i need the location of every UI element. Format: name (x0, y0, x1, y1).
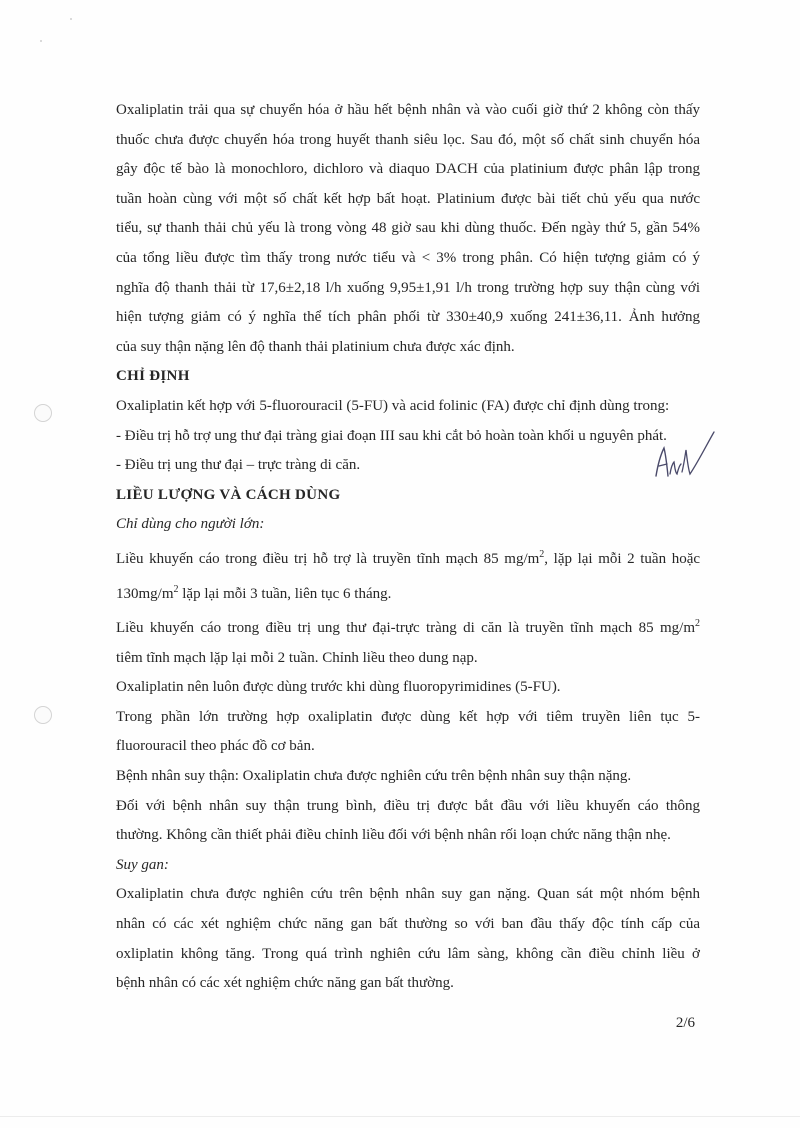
before-5fu-line: Oxaliplatin nên luôn được dùng trước khi dùng fluoropyrimidines (5-FU). (116, 679, 561, 696)
text-line: của tổng liều được tìm thấy trong nước tiểu và < 3% trong phân. Có hiện tượng giảm có ý (116, 249, 700, 266)
adjuvant-dose-line (116, 540, 700, 575)
superscript: 2 (539, 548, 545, 560)
adjuvant-dose-line (116, 575, 700, 610)
hepatic-line: nhân có các xét nghiệm chức năng gan bất thường so với ban đầu thấy độc tính cấp của (116, 916, 700, 933)
text-line: của suy thận nặng lên độ thanh thải platinium chưa được xác định. (116, 338, 515, 355)
text-line: hiện tượng giảm có ý nghĩa thể tích phân phối từ 330±40,9 xuống 241±36,11. Ảnh hưởng (116, 309, 700, 326)
hepatic-line: Oxaliplatin chưa được nghiên cứu trên bệnh nhân suy gan nặng. Quan sát một nhóm bệnh (116, 886, 700, 903)
text-run: 130mg/m (116, 585, 174, 602)
indication-item: - Điều trị ung thư đại – trực tràng di căn. (116, 457, 361, 474)
scan-edge (0, 1116, 800, 1117)
hepatic-subheading: Suy gan: (116, 856, 169, 873)
superscript: 2 (173, 583, 179, 595)
page-number: 2/6 (675, 1015, 695, 1031)
indications-intro: Oxaliplatin kết hợp với 5-fluorouracil (5-FU) và acid folinic (FA) được chỉ định dùng trong: (116, 397, 670, 414)
combination-line: Trong phần lớn trường hợp oxaliplatin được dùng kết hợp với tiêm truyền liên tục 5- (116, 708, 700, 725)
text-run: Liều khuyến cáo trong điều trị ung thư đại-trực tràng di căn là truyền tĩnh mạch 85 mg/m (116, 620, 695, 637)
renal-moderate-line: Đối với bệnh nhân suy thận trung bình, điều trị được bắt đầu với liều khuyến cáo thông (116, 797, 700, 814)
text-run: lặp lại mỗi 3 tuần, liên tục 6 tháng. (178, 585, 392, 602)
pharmacokinetics-paragraph (116, 96, 700, 362)
combination-line: fluorouracil theo phác đồ cơ bản. (116, 738, 315, 755)
text-line: thuốc chưa được chuyển hóa trong huyết thanh siêu lọc. Sau đó, một số chất sinh chuyển hóa (116, 131, 700, 148)
dosage-heading: LIỀU LƯỢNG VÀ CÁCH DÙNG (116, 486, 341, 503)
hepatic-line: oxliplatin không tăng. Trong quá trình nghiên cứu lâm sàng, không cần điều chỉnh liều ở (116, 945, 700, 962)
adults-subheading: Chỉ dùng cho người lớn: (116, 516, 265, 533)
text-line: tuần hoàn cùng với một số chất kết hợp bất hoạt. Platinium được bài tiết chủ yếu qua nước (116, 190, 700, 207)
metastatic-dose-line (116, 609, 700, 644)
metastatic-dose-line: tiêm tĩnh mạch lặp lại mỗi 2 tuần. Chỉnh liều theo dung nạp. (116, 649, 478, 666)
renal-moderate-line: thường. Không cần thiết phải điều chỉnh liều đối với bệnh nhân rối loạn chức năng thận nhẹ. (116, 827, 671, 844)
document-body (116, 96, 700, 999)
punch-hole-icon (34, 404, 52, 422)
text-line: Oxaliplatin trải qua sự chuyển hóa ở hầu hết bệnh nhân và vào cuối giờ thứ 2 không còn thấy (116, 102, 700, 118)
indication-item: - Điều trị hỗ trợ ung thư đại tràng giai đoạn III sau khi cắt bỏ hoàn toàn khối u nguyên phát. (116, 427, 667, 444)
text-line: nghĩa độ thanh thải từ 17,6±2,18 l/h xuống 9,95±1,91 l/h trong trường hợp suy thận cùng với (116, 279, 700, 296)
text-run: Liều khuyến cáo trong điều trị hỗ trợ là truyền tĩnh mạch 85 mg/m (116, 550, 540, 567)
scan-speck (40, 40, 42, 42)
renal-severe-line: Bệnh nhân suy thận: Oxaliplatin chưa được nghiên cứu trên bệnh nhân suy thận nặng. (116, 768, 632, 785)
text-line: tiểu, sự thanh thải chủ yếu là trong vòng 48 giờ sau khi dùng thuốc. Đến ngày thứ 5, gần 54% (116, 220, 700, 237)
scan-speck (70, 18, 72, 20)
indications-heading: CHỈ ĐỊNH (116, 368, 190, 385)
text-line: gây độc tế bào là monochloro, dichloro và diaquo DACH của platinium được phân lập trong (116, 161, 700, 178)
hepatic-line: bệnh nhân có các xét nghiệm chức năng gan bất thường. (116, 975, 454, 992)
punch-hole-icon (34, 706, 52, 724)
superscript: 2 (695, 618, 700, 630)
text-run: , lặp lại mỗi 2 tuần hoặc (544, 550, 701, 567)
